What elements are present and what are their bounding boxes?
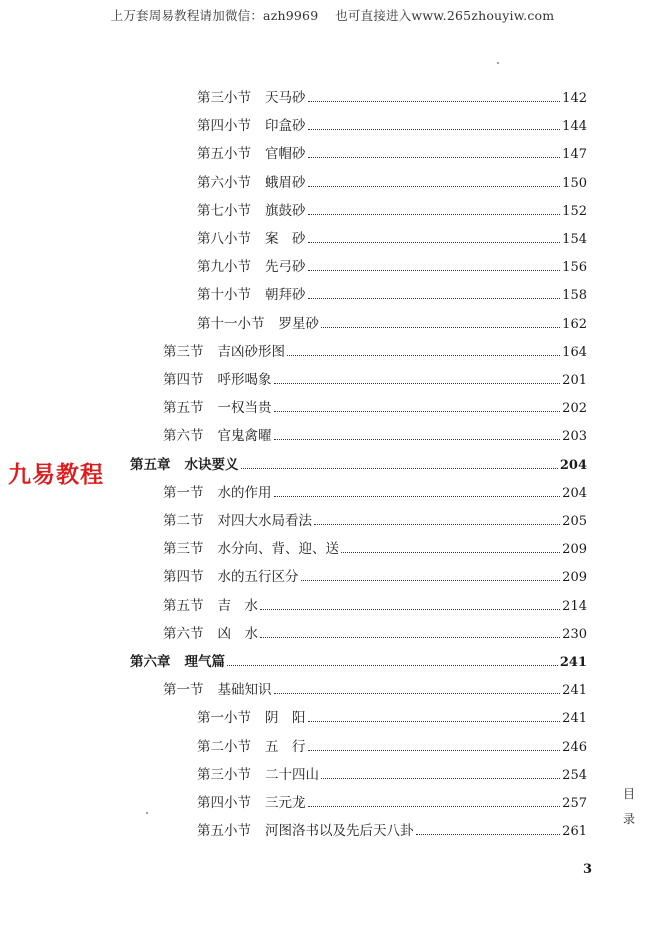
toc-entry-label: 第六章 — [130, 654, 171, 670]
toc-page-number: 147 — [562, 147, 587, 163]
toc-entry-title: 水的作用 — [217, 484, 272, 501]
toc-entry-label: 第四小节 — [197, 795, 251, 811]
toc-dot-leader — [308, 157, 561, 158]
toc-dot-leader — [308, 721, 561, 722]
toc-dot-leader — [308, 298, 561, 299]
toc-dot-leader — [274, 439, 561, 440]
toc-entry-title: 官鬼禽曜 — [217, 428, 272, 445]
toc-dot-leader — [274, 411, 561, 412]
toc-page-number: 209 — [562, 570, 587, 586]
toc-entry-label: 第三节 — [163, 541, 204, 558]
page-header-banner: 上万套周易教程请加微信：azh9969 也可直接进入www.265zhouyiw.com — [110, 8, 555, 23]
toc-entry-label: 第六小节 — [197, 174, 251, 191]
toc-dot-leader — [274, 693, 561, 694]
toc-entry-label: 第五节 — [163, 597, 204, 614]
toc-entry-label: 第六节 — [163, 625, 204, 642]
toc-entry-title: 二十四山 — [265, 766, 319, 783]
toc-page-number: 158 — [562, 288, 587, 304]
toc-page-number: 202 — [562, 401, 587, 417]
toc-entry-label: 第四小节 — [197, 118, 251, 135]
toc-dot-leader — [301, 580, 561, 581]
toc-entry-label: 第五节 — [163, 400, 204, 417]
toc-section-row — [163, 537, 587, 557]
toc-page-number: 162 — [562, 316, 587, 332]
toc-entry-title: 案 砂 — [265, 231, 306, 247]
toc-page-number: 246 — [562, 739, 587, 755]
toc-page-number: 201 — [562, 373, 587, 388]
toc-section-row — [163, 424, 587, 444]
watermark-logo: 九易教程 — [8, 462, 104, 488]
toc-page-number: 241 — [559, 655, 587, 670]
toc-subsection-row — [197, 171, 587, 191]
toc-dot-leader — [314, 524, 560, 525]
toc-chapter-row — [130, 453, 587, 473]
page-number: 3 — [583, 862, 593, 877]
toc-page-number: 144 — [562, 119, 587, 135]
scan-speck — [146, 812, 148, 814]
toc-entry-title: 河图洛书以及先后天八卦 — [265, 823, 414, 840]
toc-dot-leader — [341, 552, 560, 553]
toc-dot-leader — [308, 101, 561, 102]
toc-page-number: 150 — [562, 175, 587, 191]
scan-speck — [497, 62, 499, 64]
toc-dot-leader — [321, 327, 560, 328]
toc-dot-leader — [287, 355, 560, 356]
toc-dot-leader — [308, 270, 561, 271]
toc-page-number: 203 — [562, 429, 587, 445]
toc-entry-label: 第九小节 — [197, 259, 251, 276]
toc-dot-leader — [321, 778, 560, 779]
toc-dot-leader — [274, 496, 561, 497]
toc-entry-title: 吉凶砂形图 — [217, 343, 285, 360]
toc-entry-title: 基础知识 — [217, 682, 272, 699]
toc-subsection-row — [197, 142, 587, 162]
toc-entry-title: 旗鼓砂 — [265, 202, 306, 219]
toc-dot-leader — [274, 383, 561, 384]
toc-section-row — [163, 622, 587, 642]
toc-dot-leader — [241, 468, 558, 469]
toc-entry-title: 先弓砂 — [265, 259, 306, 276]
toc-subsection-row — [197, 255, 587, 275]
toc-page-number: 154 — [562, 232, 587, 247]
toc-entry-label: 第八小节 — [197, 231, 251, 247]
toc-dot-leader — [308, 214, 561, 215]
toc-page-number: 261 — [562, 824, 587, 840]
toc-entry-title: 天马砂 — [265, 90, 306, 106]
toc-entry-title: 水分向、背、迎、送 — [217, 541, 339, 558]
toc-subsection-row — [197, 86, 587, 106]
toc-entry-label: 第十一小节 — [197, 315, 265, 332]
toc-dot-leader — [227, 665, 558, 666]
toc-subsection-row — [197, 706, 587, 726]
toc-page-number: 142 — [562, 91, 587, 106]
toc-dot-leader — [416, 834, 561, 835]
toc-entry-label: 第一小节 — [197, 710, 251, 727]
toc-dot-leader — [260, 637, 560, 638]
toc-section-row — [163, 509, 587, 529]
toc-entry-title: 蛾眉砂 — [265, 174, 306, 191]
toc-entry-label: 第一节 — [163, 484, 204, 501]
side-section-label: 目 录 — [622, 787, 635, 826]
toc-entry-label: 第二节 — [163, 513, 204, 529]
toc-entry-title: 理气篇 — [184, 654, 225, 670]
toc-entry-label: 第四节 — [163, 372, 204, 388]
toc-entry-title: 官帽砂 — [265, 146, 306, 163]
toc-subsection-row — [197, 114, 587, 134]
toc-subsection-row — [197, 283, 587, 303]
toc-entry-title: 朝拜砂 — [265, 287, 306, 304]
toc-entry-label: 第一节 — [163, 682, 204, 699]
toc-page-number: 214 — [562, 598, 587, 614]
toc-dot-leader — [308, 186, 561, 187]
toc-entry-title: 对四大水局看法 — [217, 513, 312, 529]
toc-section-row — [163, 678, 587, 698]
toc-entry-label: 第五小节 — [197, 146, 251, 163]
toc-entry-label: 第三小节 — [197, 766, 251, 783]
toc-page-number: 164 — [562, 344, 587, 360]
toc-entry-title: 印盒砂 — [265, 118, 306, 135]
toc-section-row — [163, 481, 587, 501]
toc-subsection-row — [197, 735, 587, 755]
toc-entry-title: 一权当贵 — [217, 400, 272, 417]
toc-entry-label: 第十小节 — [197, 287, 251, 304]
toc-dot-leader — [308, 750, 561, 751]
toc-entry-label: 第七小节 — [197, 202, 251, 219]
toc-page-number: 241 — [562, 711, 587, 727]
toc-section-row — [163, 565, 587, 585]
toc-entry-title: 水的五行区分 — [217, 569, 299, 586]
toc-subsection-row — [197, 199, 587, 219]
toc-entry-title: 三元龙 — [265, 795, 306, 811]
toc-entry-label: 第三小节 — [197, 90, 251, 106]
toc-section-row — [163, 368, 587, 388]
toc-page-number: 152 — [562, 203, 587, 219]
toc-page-number: 257 — [562, 796, 587, 811]
toc-entry-title: 凶 水 — [217, 625, 258, 642]
toc-page-number: 230 — [562, 626, 587, 642]
toc-dot-leader — [260, 609, 560, 610]
toc-entry-label: 第五章 — [130, 456, 171, 473]
toc-entry-title: 吉 水 — [217, 597, 258, 614]
toc-dot-leader — [308, 242, 561, 243]
toc-subsection-row — [197, 227, 587, 247]
toc-dot-leader — [308, 129, 561, 130]
toc-entry-title: 五 行 — [265, 738, 306, 755]
toc-page-number: 156 — [562, 260, 587, 276]
toc-chapter-row — [130, 650, 587, 670]
toc-entry-title: 水诀要义 — [184, 456, 239, 473]
toc-subsection-row — [197, 819, 587, 839]
toc-entry-label: 第六节 — [163, 428, 204, 445]
toc-entry-label: 第三节 — [163, 343, 204, 360]
toc-entry-title: 呼形喝象 — [217, 372, 272, 388]
toc-entry-label: 第五小节 — [197, 823, 251, 840]
toc-page-number: 254 — [562, 767, 587, 783]
toc-subsection-row — [197, 791, 587, 811]
toc-page-number: 204 — [562, 485, 587, 501]
toc-entry-title: 阴 阳 — [265, 710, 306, 727]
toc-page-number: 204 — [559, 457, 587, 473]
toc-page-number: 209 — [562, 542, 587, 558]
toc-entry-label: 第二小节 — [197, 738, 251, 755]
toc-entry-label: 第四节 — [163, 569, 204, 586]
toc-subsection-row — [197, 312, 587, 332]
toc-section-row — [163, 340, 587, 360]
toc-subsection-row — [197, 763, 587, 783]
toc-section-row — [163, 594, 587, 614]
toc-page-number: 241 — [562, 683, 587, 699]
toc-section-row — [163, 396, 587, 416]
toc-dot-leader — [308, 806, 561, 807]
toc-page-number: 205 — [562, 514, 587, 529]
toc-entry-title: 罗星砂 — [278, 315, 319, 332]
